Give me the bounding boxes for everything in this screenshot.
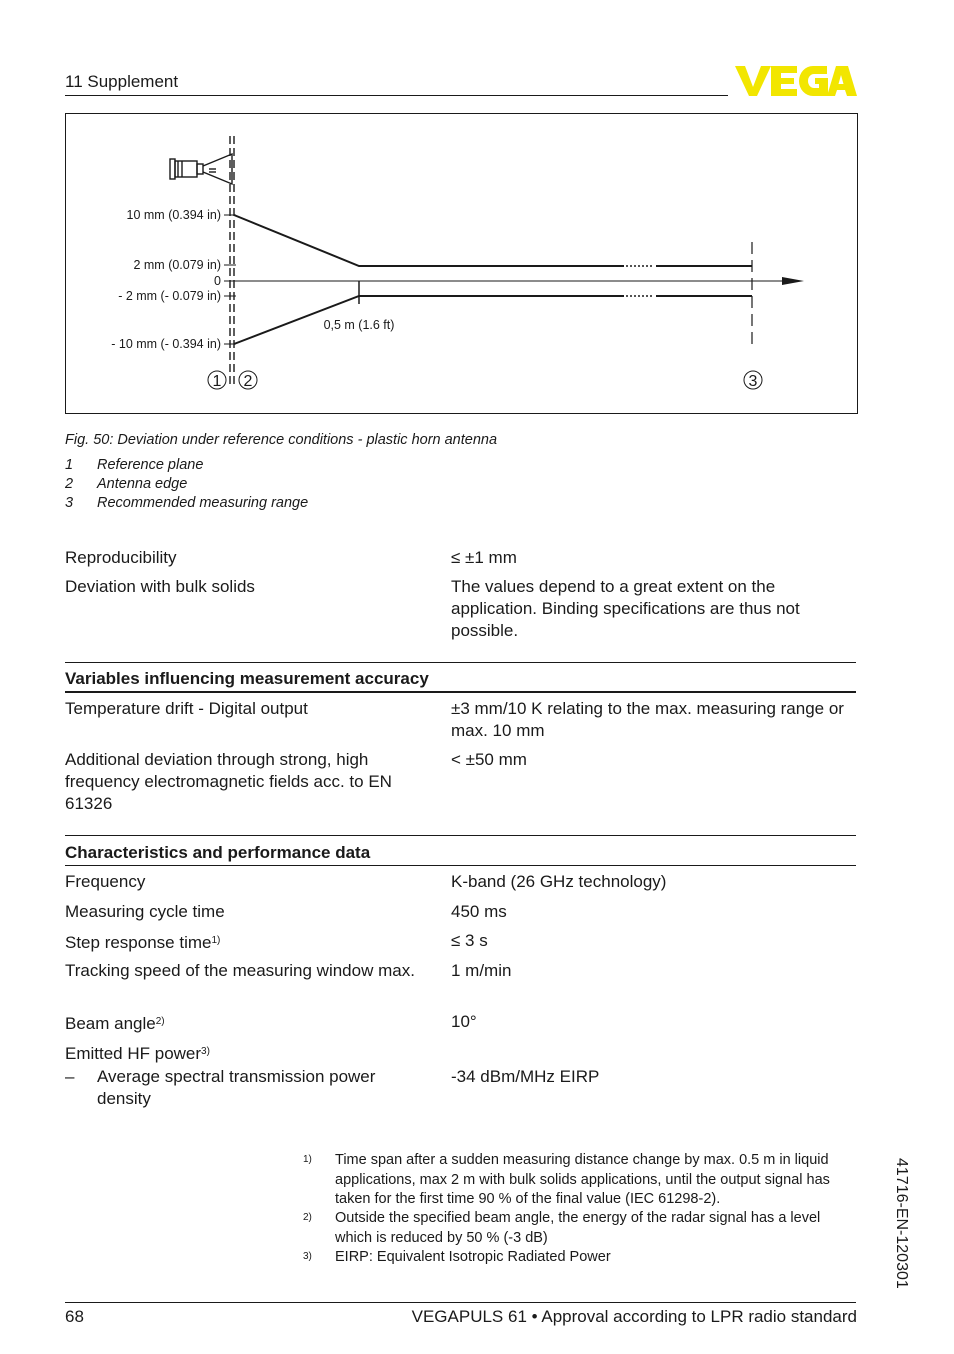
spec-label-step-response: Step response time$^{1)}$ (65, 933, 221, 952)
spec-label-temperature-drift: Temperature drift - Digital output (65, 699, 308, 718)
footnote-text: Outside the specified beam angle, the energy of the radar signal has a level which is reduced by 50 % (-3 dB) (335, 1210, 821, 1246)
section-title-variables: Variables influencing measurement accuracy (65, 669, 429, 688)
spec-value-spectral-density: -34 dBm/MHz EIRP (451, 1067, 600, 1086)
marker-1: 1 (212, 373, 222, 390)
figure-caption: Fig. 50: Deviation under reference conditions - plastic horn antenna (65, 432, 498, 448)
spec-value-beam-angle: 10° (451, 1012, 477, 1031)
footer-rule (65, 1302, 856, 1303)
section-rule (65, 835, 856, 836)
spec-label-tracking-speed: Tracking speed of the measuring window max. (65, 961, 415, 980)
footnote-mark: 1) (303, 1154, 312, 1165)
x-label-half-meter: 0,5 m (1.6 ft) (323, 318, 395, 332)
deviation-diagram-svg (66, 114, 857, 413)
spec-value-bulk-solids: The values depend to a great extent on the application. Binding specifications are thus not possible. (451, 577, 800, 640)
spec-label-cycle-time: Measuring cycle time (65, 902, 225, 921)
section-heading: 11 Supplement (65, 72, 179, 91)
page-number: 68 (65, 1307, 84, 1326)
footnote-mark: 3) (303, 1251, 312, 1262)
footer-title: VEGAPULS 61 • Approval according to LPR radio standard (411, 1307, 857, 1326)
footnote-text: Time span after a sudden measuring distance change by max. 0.5 m in liquid applications, max 2 m with bulk solids applications, until the output signal has taken for the first time 90 % of the final value (IEC 61298-2). (335, 1152, 830, 1207)
spec-value-reproducibility: ≤ ±1 mm (451, 548, 517, 567)
section-title-characteristics: Characteristics and performance data (65, 843, 371, 862)
spec-label-hf-power: Emitted HF power$^{3)}$ (65, 1044, 210, 1063)
horn-antenna-icon (170, 154, 232, 184)
spec-label-spectral-density: – Average spectral transmission power density (65, 1067, 376, 1108)
spec-label-em-deviation: Additional deviation through strong, high frequency electromagnetic fields acc. to EN 61326 (65, 750, 392, 813)
y-label-pos10: 10 mm (0.394 in) (126, 208, 221, 222)
spec-value-temperature-drift: ±3 mm/10 K relating to the max. measuring range or max. 10 mm (451, 699, 844, 740)
section-rule (65, 865, 856, 866)
list-dash: – (65, 1067, 75, 1086)
section-rule (65, 662, 856, 663)
document-code: 41716-EN-120301 (893, 1158, 910, 1289)
spec-value-tracking-speed: 1 m/min (451, 961, 512, 980)
footnote-ref: 3) (201, 1046, 210, 1057)
vega-logo (735, 63, 857, 104)
header-rule (65, 95, 728, 96)
footnote-ref: 2) (155, 1016, 165, 1027)
y-label-pos2: 2 mm (0.079 in) (133, 258, 221, 272)
footnote-ref: 1) (211, 935, 221, 946)
spec-value-em-deviation: < ±50 mm (451, 750, 527, 769)
x-axis-arrow (782, 277, 804, 285)
marker-3: 3 (748, 373, 758, 390)
lower-deviation-curve (234, 296, 752, 344)
spec-label-reproducibility: Reproducibility (65, 548, 177, 567)
spec-label-frequency: Frequency (65, 872, 146, 891)
y-label-neg10: - 10 mm (- 0.394 in) (111, 337, 221, 351)
spec-label-beam-angle: Beam angle$^{2)}$ (65, 1014, 165, 1033)
footnote-text: EIRP: Equivalent Isotropic Radiated Power (335, 1249, 611, 1265)
deviation-diagram (65, 113, 858, 414)
y-label-zero: 0 (214, 274, 221, 288)
marker-2: 2 (243, 373, 253, 390)
spec-value-cycle-time: 450 ms (451, 902, 507, 921)
y-label-neg2: - 2 mm (- 0.079 in) (118, 289, 221, 303)
spec-value-frequency: K-band (26 GHz technology) (451, 872, 667, 891)
footnote-mark: 2) (303, 1212, 312, 1223)
section-rule (65, 691, 856, 693)
spec-value-step-response: ≤ 3 s (451, 931, 488, 950)
spec-label-bulk-solids: Deviation with bulk solids (65, 577, 255, 596)
upper-deviation-curve (234, 215, 752, 266)
